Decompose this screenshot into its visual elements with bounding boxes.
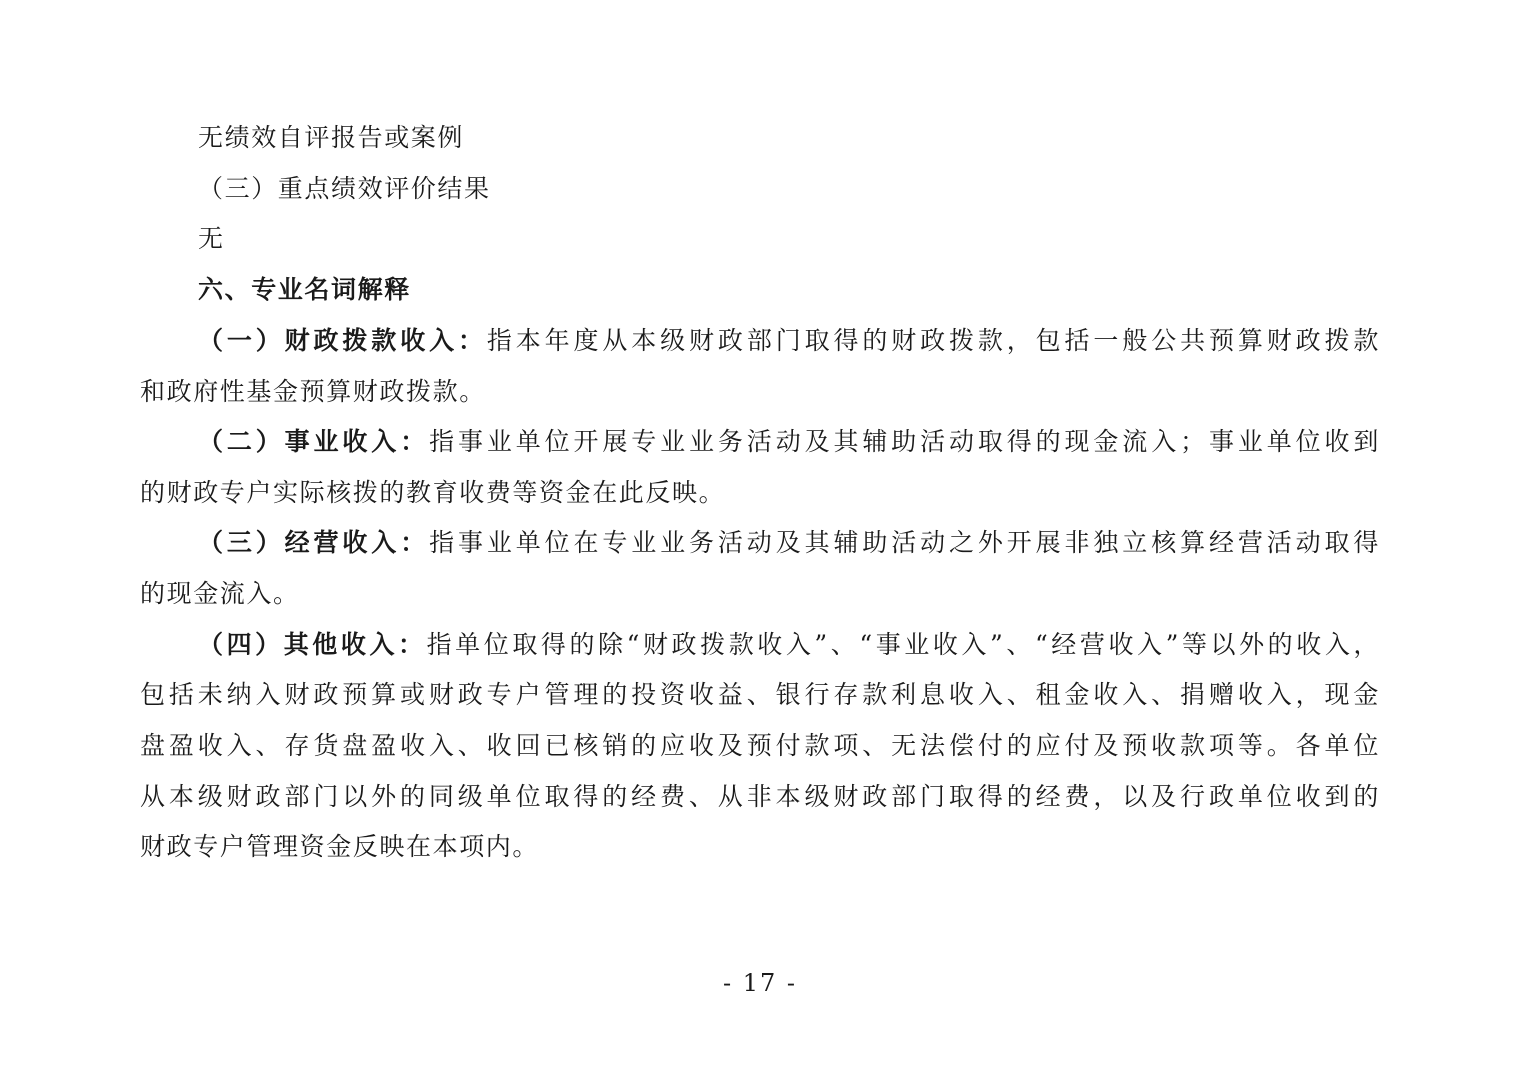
text: 财政专户管理资金反映在本项内。 [140,832,540,861]
glossary-item-fiscal-allocation-line2 [140,374,1380,410]
text: 的财政专户实际核拨的教育收费等资金在此反映。 [140,478,726,507]
term-label: （二）事业收入： [198,427,430,456]
term-definition: 指本年度从本级财政部门取得的财政拨款，包括一般公共预算财政拨款 [486,326,1380,355]
glossary-item-operating-income-line1 [198,525,1380,561]
paragraph-no-self-evaluation [198,120,1380,156]
term-label: （四）其他收入： [198,630,427,659]
text: 的现金流入。 [140,579,300,608]
text: 盘盈收入、存货盘盈收入、收回已核销的应收及预付款项、无法偿付的应付及预收款项等。各单位 [140,731,1380,760]
glossary-item-operating-income-line2 [140,576,1380,612]
glossary-item-fiscal-allocation-line1 [198,323,1380,359]
glossary-item-other-income-line2 [140,677,1380,713]
glossary-item-business-income-line1 [198,424,1380,460]
text: 包括未纳入财政预算或财政专户管理的投资收益、银行存款利息收入、租金收入、捐赠收入，现金 [140,680,1380,709]
paragraph-none [198,221,1380,257]
glossary-item-business-income-line2 [140,475,1380,511]
term-definition: 指单位取得的除“财政拨款收入”、“事业收入”、“经营收入”等以外的收入， [426,630,1380,659]
term-label: （一）财政拨款收入： [198,326,487,355]
section-heading-glossary [198,272,1380,308]
page-number: - 17 - [722,969,797,997]
heading-text: 六、专业名词解释 [198,275,411,304]
glossary-item-other-income-line3 [140,728,1380,764]
text: 无 [198,224,225,253]
text: 和政府性基金预算财政拨款。 [140,377,486,406]
term-definition: 指事业单位在专业业务活动及其辅助活动之外开展非独立核算经营活动取得 [429,528,1380,557]
text: 无绩效自评报告或案例 [198,123,465,152]
glossary-item-other-income-line5 [140,829,1380,865]
text: 从本级财政部门以外的同级单位取得的经费、从非本级财政部门取得的经费，以及行政单位收到的 [140,782,1380,811]
subheading-text: （三）重点绩效评价结果 [198,174,491,203]
glossary-item-other-income-line1 [198,627,1380,663]
term-label: （三）经营收入： [198,528,430,557]
glossary-item-other-income-line4 [140,779,1380,815]
subheading-key-evaluation-results [198,171,1380,207]
term-definition: 指事业单位开展专业业务活动及其辅助活动取得的现金流入；事业单位收到 [429,427,1380,456]
